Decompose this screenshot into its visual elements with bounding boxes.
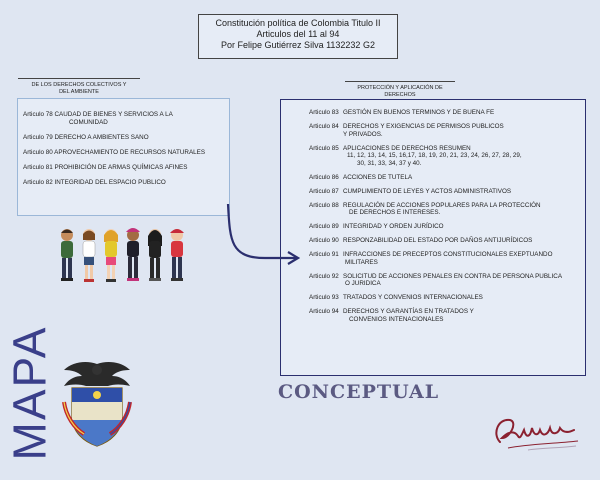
right-article-91: Articulo 91 INFRACCIONES DE PRECEPTOS CONSTITUCIONALES EXEPTUANDO MILITARES [309, 251, 553, 266]
left-article-81: Articulo 81 PROHIBICIÓN DE ARMAS QUÍMICAS AFINES [23, 164, 188, 171]
right-section-header [345, 81, 455, 99]
left-article-78: Articulo 78 CAUDAD DE BIENES Y SERVICIOS A LA COMUNIDAD [23, 111, 173, 126]
right-article-84: Articulo 84 DERECHOS Y EXIGENCIAS DE PERMISOS PUBLICOS Y PRIVADOS. [309, 123, 504, 138]
person-1 [61, 229, 73, 281]
person-2 [83, 229, 95, 282]
left-header-line-1: DE LOS DERECHOS COLECTIVOS Y [31, 82, 127, 88]
right-article-90: Articulo 90 RESPONZABILIDAD DEL ESTADO POR DAÑOS ANTIJURÍDICOS [309, 237, 533, 244]
left-section-header [18, 78, 140, 96]
right-article-88: Articulo 88 REGULACIÓN DE ACCIONES POPULARES PARA LA PROTECCIÓN DE DERECHOS E INTERESES. [309, 201, 541, 216]
left-article-79: Articulo 79 DERECHO A AMBIENTES SANO [23, 134, 149, 141]
title-box [198, 14, 398, 59]
mapa-vertical-title: MAPA [3, 325, 56, 461]
right-articles-box [280, 99, 586, 376]
right-article-92: Articulo 92 SOLICITUD DE ACCIONES PENALES EN CONTRA DE PERSONA PUBLICA O JURIDICA [309, 272, 563, 287]
colombia-coat-of-arms-icon [58, 358, 136, 450]
right-article-83: Articulo 83 GESTIÓN EN BUENOS TERMINOS Y DE BUENA FE [309, 109, 495, 116]
conceptual-title: CONCEPTUAL [278, 381, 440, 403]
right-article-86: Articulo 86 ACCIONES DE TUTELA [309, 173, 413, 181]
right-article-89: Articulo 89 INTEGRIDAD Y ORDEN JURÍDICO [309, 223, 444, 230]
people-illustration [52, 226, 192, 288]
right-article-93: Articulo 93 TRATADOS Y CONVENIOS INTERNACIONALES [309, 294, 483, 301]
connector-arrow [210, 200, 300, 280]
right-article-85: Articulo 85 APLICACIONES DE DERECHOS RESUMEN 11, 12, 13, 14, 15, 16,17, 18, 19, 20, 21, 23, 24, 26, 27, 28, 29, 30, 31, 33, 34, 37 y 40. [309, 144, 522, 167]
title-line-1: Constitución política de Colombia Titulo II [215, 18, 381, 28]
title-line-3: Por Felipe Gutiérrez Silva 1132232 G2 [221, 40, 375, 50]
right-header-line-2: DERECHOS [384, 92, 416, 98]
right-article-94: Articulo 94 DERECHOS Y GARANTÍAS EN TRATADOS Y CONVENIOS INTENACIONALES [309, 308, 474, 323]
person-4 [126, 228, 140, 281]
title-line-2: Articulos del 11 al 94 [256, 29, 340, 39]
right-header-line-1: PROTECCIÓN Y APLICACIÓN DE [357, 85, 443, 91]
right-article-87: Articulo 87 CUMPLIMIENTO DE LEYES Y ACTOS ADMINISTRATIVOS [309, 187, 512, 195]
left-articles-box [17, 98, 230, 216]
person-6 [170, 229, 184, 281]
person-5 [148, 229, 162, 281]
left-article-82: Articulo 82 INTEGRIDAD DEL ESPACIO PUBLICO [23, 179, 166, 186]
left-header-line-2: DEL AMBIENTE [59, 89, 99, 95]
person-3 [104, 229, 118, 282]
author-signature [488, 408, 588, 458]
left-article-80: Articulo 80 APROVECHAMIENTO DE RECURSOS NATURALES [23, 149, 206, 156]
